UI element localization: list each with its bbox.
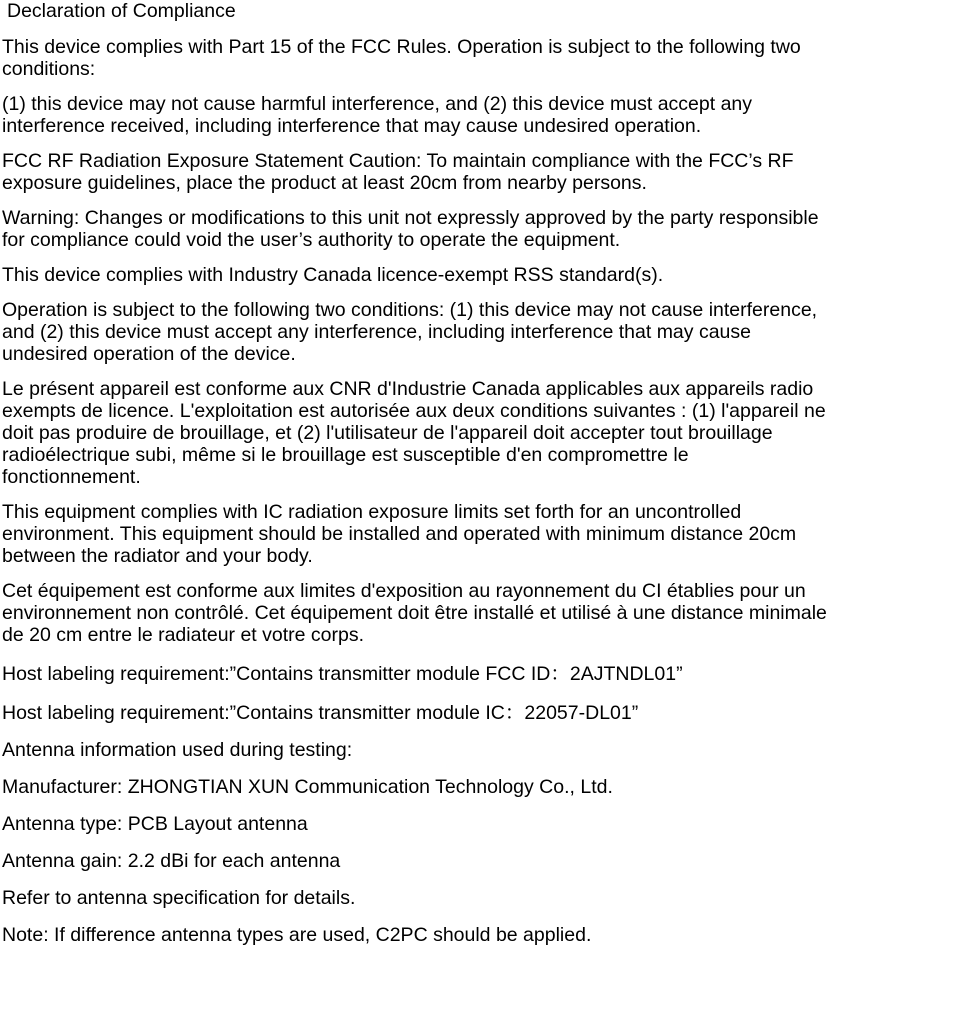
paragraph-ic-conditions-fr: Le présent appareil est conforme aux CNR d'Industrie Canada applicables aux appareils radio exempts de licence. L'exploitation est autorisée aux deux conditions suivantes : (1) l'appareil ne doit pas produire de brouillage, et (2) l'utilisateur de l'appareil doit accepter tout brouillage radioélectrique subi, même si le brouillage est susceptible d'en compromettre le fonctionnement. bbox=[2, 378, 826, 488]
paragraph-rf-exposure: FCC RF Radiation Exposure Statement Caution: To maintain compliance with the FCC’s RF exposure guidelines, place the product at least 20cm from nearby persons. bbox=[2, 150, 794, 194]
paragraph-antenna-spec: Refer to antenna specification for details. bbox=[2, 887, 356, 909]
paragraph-ic-exposure-fr: Cet équipement est conforme aux limites d'exposition au rayonnement du CI établies pour un environnement non contrôlé. Cet équipement doit être installé et utilisé à une distance minimale de 20 cm entre le radiateur et votre corps. bbox=[2, 580, 827, 646]
paragraph-manufacturer: Manufacturer: ZHONGTIAN XUN Communication Technology Co., Ltd. bbox=[2, 776, 613, 798]
paragraph-ic-rss: This device complies with Industry Canada licence-exempt RSS standard(s). bbox=[2, 264, 664, 286]
paragraph-antenna-gain: Antenna gain: 2.2 dBi for each antenna bbox=[2, 850, 341, 872]
paragraph-warning: Warning: Changes or modifications to this unit not expressly approved by the party responsible for compliance could void the user’s authority to operate the equipment. bbox=[2, 207, 819, 251]
paragraph-ic-conditions: Operation is subject to the following two conditions: (1) this device may not cause interference, and (2) this device must accept any interference, including interference that may cause undesired operation of the device. bbox=[2, 299, 818, 365]
paragraph-host-label-fcc: Host labeling requirement:”Contains transmitter module FCC ID：2AJTNDL01” bbox=[2, 663, 683, 685]
paragraph-fcc-conditions: (1) this device may not cause harmful interference, and (2) this device must accept any interference received, including interference that may cause undesired operation. bbox=[2, 93, 753, 137]
paragraph-antenna-type: Antenna type: PCB Layout antenna bbox=[2, 813, 308, 835]
paragraph-antenna-info: Antenna information used during testing: bbox=[2, 739, 353, 761]
paragraph-fcc-part15: This device complies with Part 15 of the FCC Rules. Operation is subject to the following two conditions: bbox=[2, 36, 801, 80]
document bbox=[2, 0, 968, 946]
paragraph-note: Note: If difference antenna types are used, C2PC should be applied. bbox=[2, 924, 592, 946]
page-title: Declaration of Compliance bbox=[7, 0, 236, 22]
paragraph-host-label-ic: Host labeling requirement:”Contains transmitter module IC：22057-DL01” bbox=[2, 702, 639, 724]
paragraph-ic-exposure: This equipment complies with IC radiation exposure limits set forth for an uncontrolled environment. This equipment should be installed and operated with minimum distance 20cm between the radiator and your body. bbox=[2, 501, 797, 567]
